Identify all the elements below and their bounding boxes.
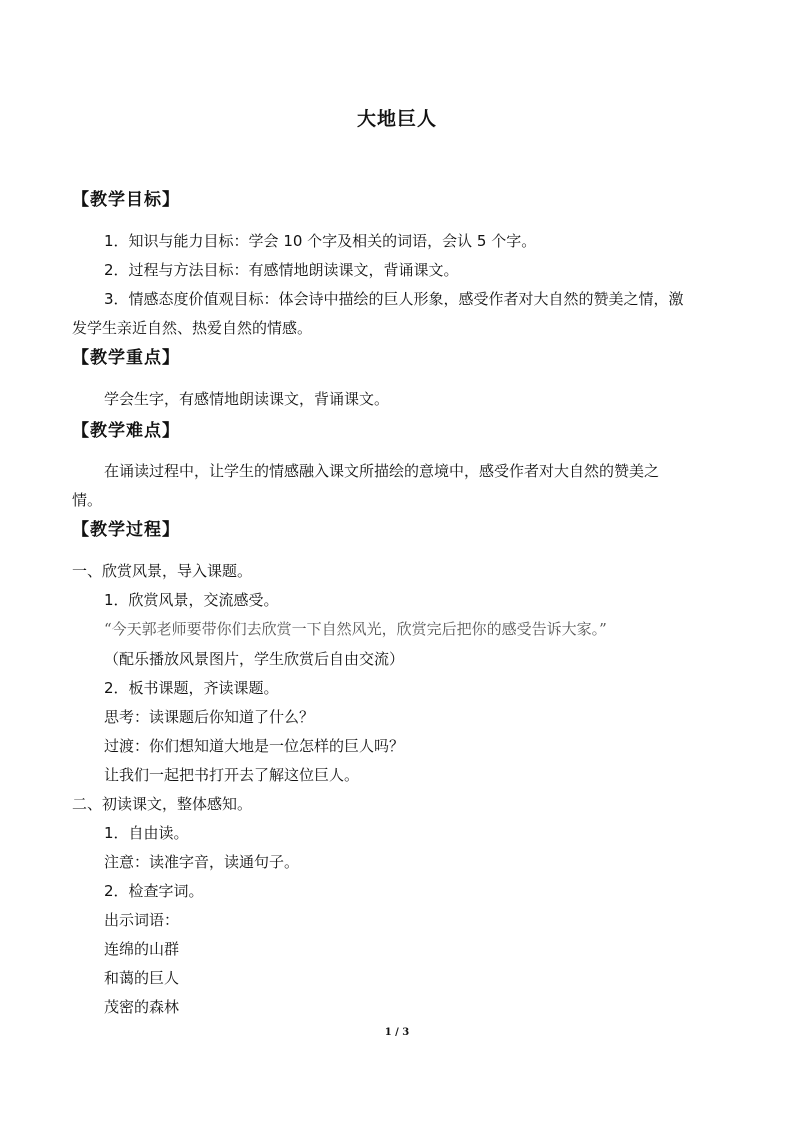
process-line: 过渡：你们想知道大地是一位怎样的巨人吗？	[104, 737, 405, 755]
section-heading-process: 【教学过程】	[72, 520, 180, 540]
key-points-text: 学会生字，有感情地朗读课文，背诵课文。	[104, 390, 390, 408]
goal-item-3-continued: 发学生亲近自然、热爱自然的情感。	[72, 319, 313, 337]
process-line: 让我们一起把书打开去了解这位巨人。	[104, 766, 360, 784]
vocab-item: 和蔼的巨人	[104, 969, 180, 987]
vocab-item: 茂密的森林	[104, 998, 180, 1016]
process-line: （配乐播放风景图片，学生欣赏后自由交流）	[104, 650, 405, 668]
process-line: 1．欣赏风景，交流感受。	[104, 591, 279, 609]
section-heading-goals: 【教学目标】	[72, 190, 180, 210]
goal-item-3: 3．情感态度价值观目标：体会诗中描绘的巨人形象，感受作者对大自然的赞美之情，激	[104, 290, 684, 308]
page-number: 1 / 3	[384, 1027, 410, 1038]
process-step-2-heading: 二、初读课文，整体感知。	[72, 795, 253, 813]
process-line: 2．检查字词。	[104, 882, 204, 900]
difficulties-text-line-2: 情。	[72, 491, 103, 509]
process-line: 出示词语：	[104, 911, 180, 929]
goal-item-2: 2．过程与方法目标：有感情地朗读课文，背诵课文。	[104, 261, 459, 279]
difficulties-text-line-1: 在诵读过程中，让学生的情感融入课文所描绘的意境中，感受作者对大自然的赞美之	[104, 462, 660, 480]
process-line: 1．自由读。	[104, 824, 189, 842]
section-heading-difficulties: 【教学难点】	[72, 421, 180, 441]
section-heading-key-points: 【教学重点】	[72, 348, 180, 368]
goal-item-1: 1．知识与能力目标：学会 10 个字及相关的词语，会认 5 个字。	[104, 232, 537, 250]
vocab-item: 连绵的山群	[104, 940, 180, 958]
process-line: 思考：读课题后你知道了什么？	[104, 708, 315, 726]
document-title: 大地巨人	[356, 108, 437, 130]
process-line: 注意：读准字音，读通句子。	[104, 853, 300, 871]
process-line: 2．板书课题，齐读课题。	[104, 679, 279, 697]
process-step-1-heading: 一、欣赏风景，导入课题。	[72, 562, 253, 580]
process-quote: “今天郭老师要带你们去欣赏一下自然风光，欣赏完后把你的感受告诉大家。”	[104, 620, 607, 638]
